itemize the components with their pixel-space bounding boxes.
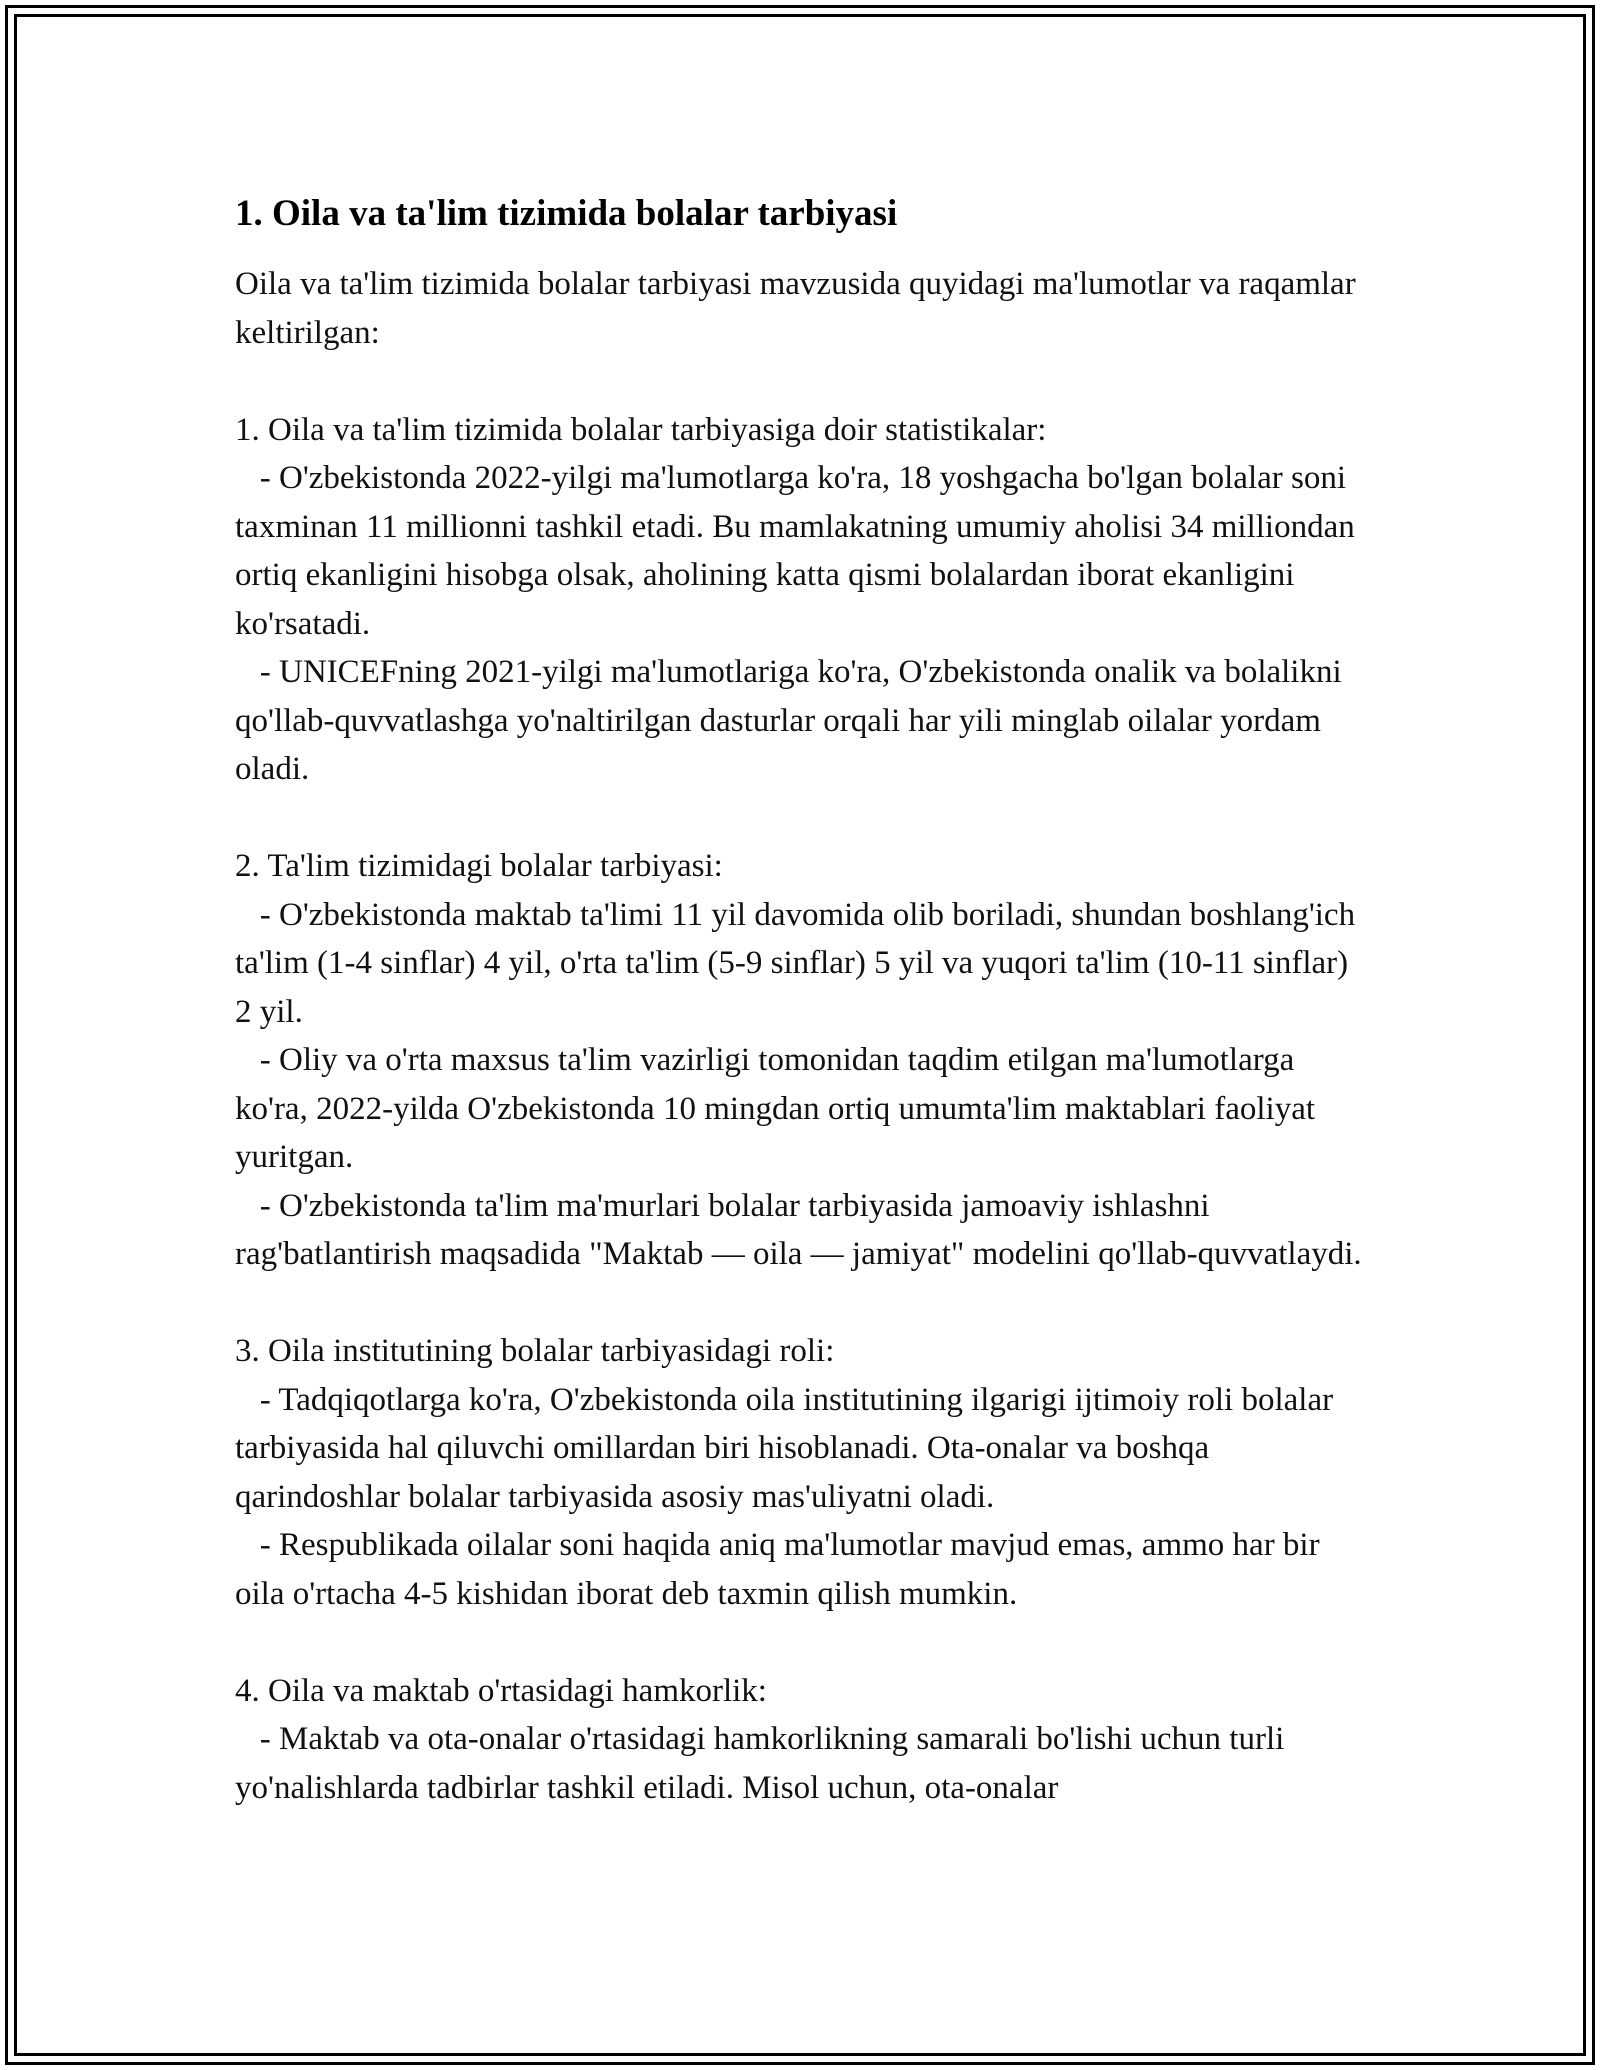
list-item: - Tadqiqotlarga ko'ra, O'zbekistonda oila institutining ilgarigi ijtimoiy roli bolalar tarbiyasida hal qiluvchi omillardan biri hisoblanadi. Ota-onalar va boshqa qarindoshlar bolalar tarbiyasida asosiy mas'uliyatni oladi. [235,1381,1342,1515]
section-statistics [235,406,1365,794]
section-education-system [235,842,1365,1279]
section-title: 4. Oila va maktab o'rtasidagi hamkorlik: [235,1672,767,1709]
section-family-school-cooperation [235,1667,1365,1813]
list-item: - Respublikada oilalar soni haqida aniq ma'lumotlar mavjud emas, ammo har bir oila o'rtacha 4-5 kishidan iborat deb taxmin qilish mumkin. [235,1527,1328,1612]
list-item: - O'zbekistonda 2022-yilgi ma'lumotlarga ko'ra, 18 yoshgacha bo'lgan bolalar soni taxminan 11 millionni tashkil etadi. Bu mamlakatning umumiy aholisi 34 milliondan ortiq ekanligini hisobga olsak, aholining katta qismi bolalardan iborat ekanligini ko'rsatadi. [235,460,1363,642]
list-item: - UNICEFning 2021-yilgi ma'lumotlariga ko'ra, O'zbekistonda onalik va bolalikni qo'llab-quvvatlashga yo'naltirilgan dasturlar orqali har yili minglab oilalar yordam oladi. [235,654,1350,787]
document-body [235,190,1365,1861]
document-heading: 1. Oila va ta'lim tizimida bolalar tarbiyasi [235,193,898,234]
list-item: - O'zbekistonda maktab ta'limi 11 yil davomida olib boriladi, shundan boshlang'ich ta'lim (1-4 sinflar) 4 yil, o'rta ta'lim (5-9 sinflar) 5 yil va yuqori ta'lim (10-11 sinflar) 2 yil. [235,896,1364,1030]
list-item: - O'zbekistonda ta'lim ma'murlari bolalar tarbiyasida jamoaviy ishlashni rag'batlantirish maqsadida "Maktab — oila — jamiyat" modelini qo'llab-quvvatlaydi. [235,1187,1362,1272]
intro-paragraph: Oila va ta'lim tizimida bolalar tarbiyasi mavzusida quyidagi ma'lumotlar va raqamlar keltirilgan: [235,266,1364,351]
list-item: - Maktab va ota-onalar o'rtasidagi hamkorlikning samarali bo'lishi uchun turli yo'nalishlarda tadbirlar tashkil etiladi. Misol uchun, ota-onalar [235,1721,1293,1806]
list-item: - Oliy va o'rta maxsus ta'lim vazirligi tomonidan taqdim etilgan ma'lumotlarga ko'ra, 2022-yilda O'zbekistonda 10 mingdan ortiq umumta'lim maktablari faoliyat yuritgan. [235,1042,1324,1175]
section-title: 2. Ta'lim tizimidagi bolalar tarbiyasi: [235,848,723,884]
section-title: 3. Oila institutining bolalar tarbiyasidagi roli: [235,1333,835,1369]
section-title: 1. Oila va ta'lim tizimida bolalar tarbiyasiga doir statistikalar: [235,411,1047,448]
section-family-role [235,1327,1365,1618]
